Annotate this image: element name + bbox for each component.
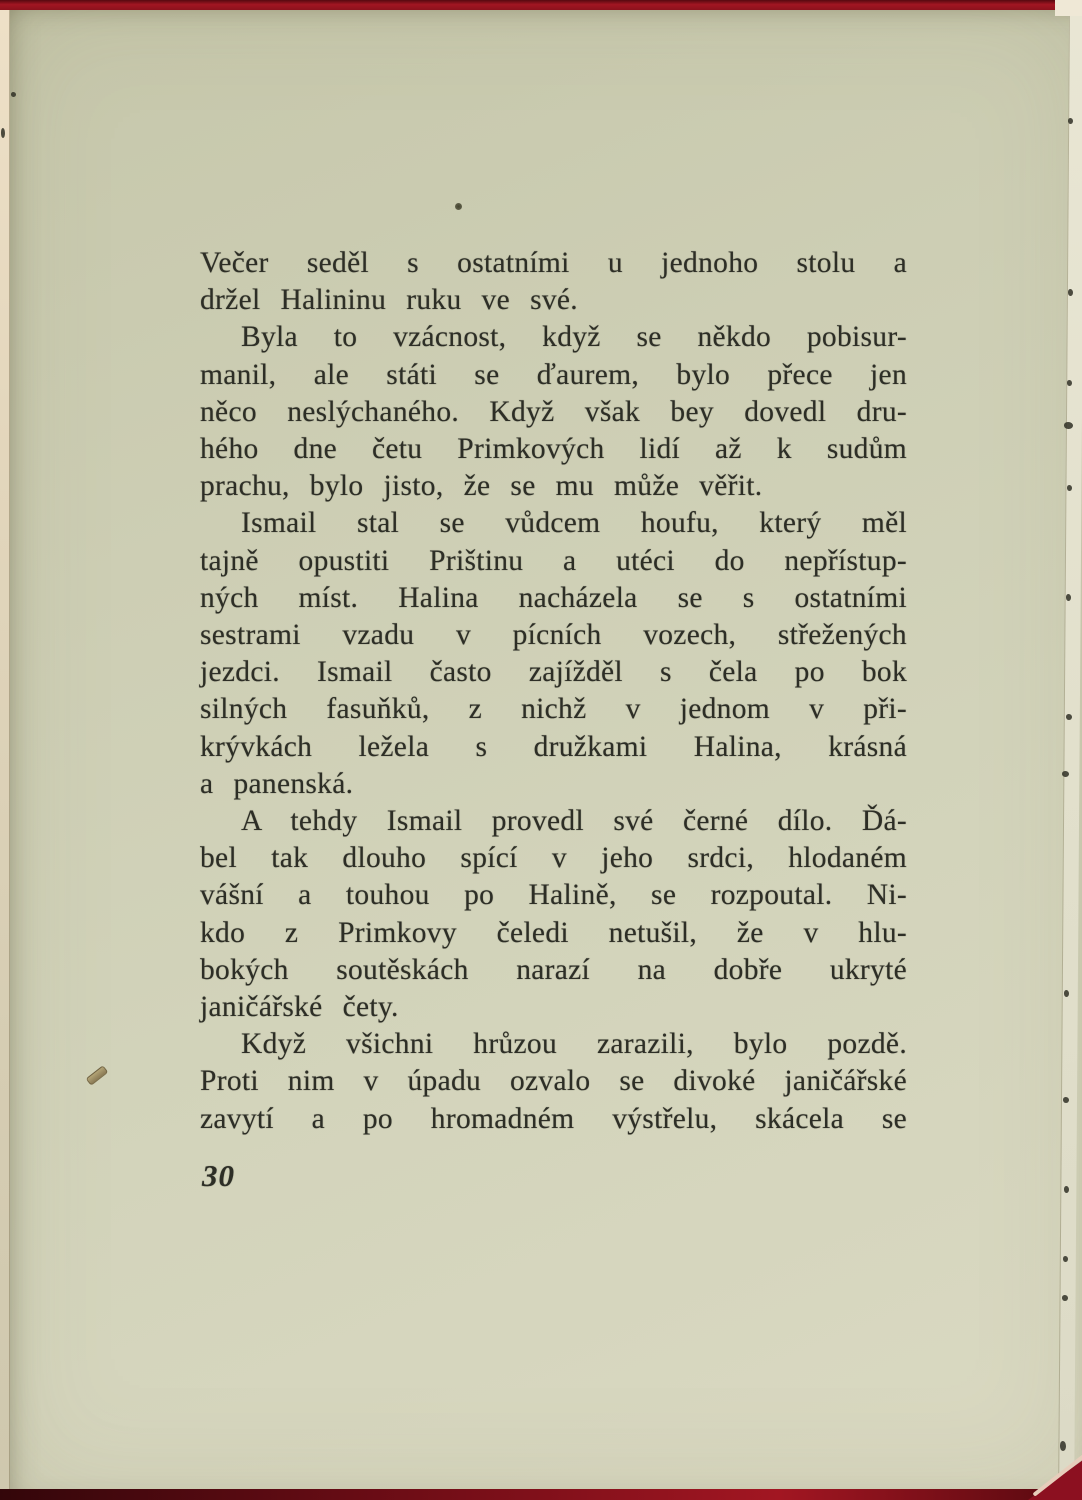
edge-speck	[1062, 1295, 1068, 1301]
text-line: tajně opustiti Prištinu a utéci do nepřístup-	[200, 544, 907, 577]
text-line: A tehdy Ismail provedl své černé dílo. Ďá-	[241, 805, 907, 838]
edge-speck	[1068, 118, 1073, 124]
edge-speck	[1067, 485, 1072, 491]
text-line: janičářské čety.	[200, 991, 399, 1024]
text-line: Večer seděl s ostatními u jednoho stolu a	[200, 247, 907, 279]
text-line: sestrami vzadu v pícních vozech, střežených	[200, 619, 907, 652]
page-number: 30	[202, 1158, 235, 1193]
edge-speck	[1066, 594, 1071, 601]
text-line: bel tak dlouho spící v jeho srdci, hlodaném	[200, 842, 907, 875]
page-corner-top-right	[1055, 0, 1082, 16]
cover-edge-bottom	[0, 1489, 1082, 1500]
text-line: bokých soutěskách narazí na dobře ukryté	[200, 953, 907, 986]
text-line: Proti nim v úpadu ozvalo se divoké janičářské	[200, 1065, 907, 1098]
edge-speck	[1062, 771, 1069, 777]
page-text	[200, 245, 907, 1138]
text-line: manil, ale státi se ďaurem, bylo přece jen	[200, 358, 907, 391]
text-line: něco neslýchaného. Když však bey dovedl dru-	[200, 395, 907, 428]
text-line: zavytí a po hromadném výstřelu, skácela se	[200, 1102, 907, 1135]
text-line: prachu, bylo jisto, že se mu může věřit.	[200, 470, 763, 503]
text-line: vášní a touhou po Halině, se rozpoutal. Ni-	[200, 879, 907, 912]
cover-edge-top	[0, 0, 1057, 10]
paragraph	[200, 505, 907, 803]
edge-speck	[1066, 714, 1072, 720]
text-line: Ismail stal se vůdcem houfu, který měl	[241, 507, 907, 540]
paragraph	[200, 1026, 907, 1138]
page-left-edge	[0, 9, 10, 1491]
paragraph	[200, 319, 907, 505]
text-line: kdo z Primkovy čeledi netušil, že v hlu-	[200, 916, 907, 949]
edge-speck	[1063, 1256, 1068, 1262]
edge-speck	[1, 128, 5, 138]
edge-speck	[1064, 422, 1073, 429]
text-line: silných fasuňků, z nichž v jednom v při-	[200, 693, 907, 726]
edge-speck	[1060, 1441, 1066, 1451]
edge-speck	[1063, 1097, 1069, 1103]
text-line: držel Halininu ruku ve své.	[200, 284, 578, 317]
text-line: krývkách ležela s družkami Halina, krásná	[200, 730, 907, 763]
edge-speck	[1067, 380, 1072, 386]
text-line: a panenská.	[200, 767, 354, 800]
edge-speck	[1068, 289, 1073, 296]
paragraph	[200, 803, 907, 1026]
text-line: Byla to vzácnost, když se někdo pobisur-	[241, 321, 907, 354]
text-line: ných míst. Halina nacházela se s ostatními	[200, 581, 907, 614]
edge-speck	[11, 92, 16, 97]
text-line: jezdci. Ismail často zajížděl s čela po bok	[200, 656, 907, 689]
ink-dot	[455, 203, 462, 210]
edge-speck	[1064, 1186, 1069, 1193]
text-line: Když všichni hrůzou zarazili, bylo pozdě.	[241, 1028, 907, 1061]
paragraph	[200, 245, 907, 319]
edge-speck	[1064, 990, 1069, 997]
text-line: hého dne četu Primkových lidí až k sudům	[200, 433, 907, 466]
